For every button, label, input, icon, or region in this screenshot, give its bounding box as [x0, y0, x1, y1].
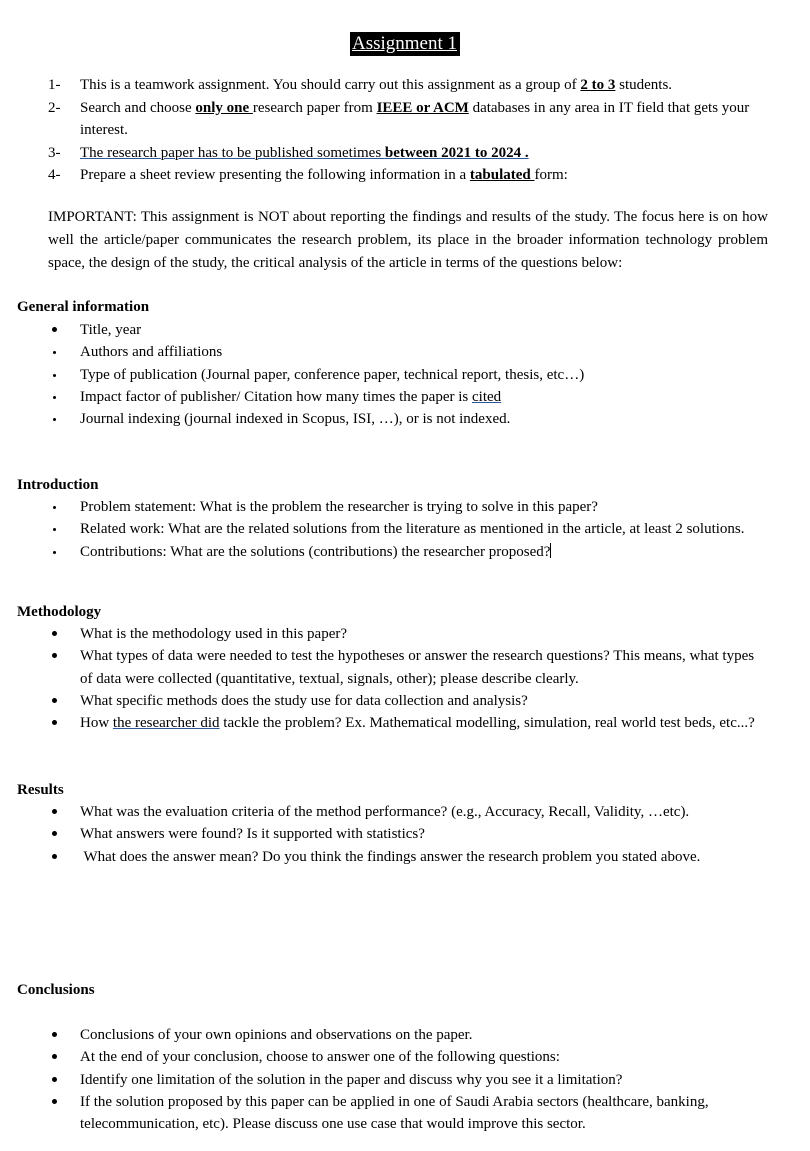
- item-text: This is a teamwork assignment. You should carry out this assignment as a group of: [80, 77, 581, 93]
- databases-emphasis: IEEE or ACM: [376, 99, 469, 116]
- item-text: research paper from: [252, 99, 377, 116]
- list-item-text: Contributions: What are the solutions (contributions) the researcher proposed?: [80, 543, 551, 560]
- list-item: [48, 541, 768, 563]
- bullet-icon: [52, 854, 57, 859]
- list-item-text: What does the answer mean? Do you think the findings answer the research problem you stated above.: [80, 848, 701, 865]
- list-item: [48, 846, 768, 868]
- bullet-icon: [52, 720, 57, 725]
- item-number: 3-: [48, 144, 61, 161]
- item-number: 4-: [48, 167, 61, 183]
- bullet-icon: [52, 1054, 57, 1059]
- list-item-text: What is the methodology used in this paper?: [80, 626, 348, 642]
- list-item: [48, 712, 768, 734]
- results-list: [48, 801, 768, 868]
- list-item: [48, 496, 768, 518]
- bullet-icon: [53, 374, 56, 377]
- item-text: Prepare a sheet review presenting the following information in a: [80, 167, 470, 183]
- list-item: [48, 823, 768, 845]
- bullet-icon: [53, 506, 56, 509]
- conclusions-list: [48, 1024, 768, 1135]
- bullet-icon: [52, 1077, 57, 1082]
- list-item-text: tackle the problem? Ex. Mathematical modelling, simulation, real world test beds, etc...?: [223, 715, 755, 732]
- year-range: between 2021 to 2024 .: [384, 144, 529, 161]
- list-item: [48, 364, 768, 386]
- list-item-text: What was the evaluation criteria of the method performance? (e.g., Accuracy, Recall, Validity, …etc).: [80, 804, 690, 820]
- bullet-icon: [53, 528, 56, 531]
- numbered-item-3: [48, 142, 768, 165]
- list-item-text: If the solution proposed by this paper can be applied in one of Saudi Arabia sectors (healthcare, banking, telecommunication, etc). Please discuss one use case that would improve this sector.: [80, 1093, 709, 1133]
- item-text: form:: [534, 167, 568, 183]
- item-text: databases in any area in IT field that gets your interest.: [80, 99, 750, 138]
- list-item-text: Problem statement: What is the problem the researcher is trying to solve in this paper?: [80, 499, 598, 515]
- item-text: Search and choose: [80, 99, 196, 116]
- bullet-icon: [52, 653, 57, 658]
- list-item-text: What specific methods does the study use for data collection and analysis?: [80, 692, 528, 709]
- list-item: [48, 1024, 768, 1046]
- conclusions-heading: Conclusions: [17, 982, 95, 998]
- numbered-item-4: [48, 164, 768, 187]
- bullet-icon: [53, 351, 56, 354]
- list-item-text: Identify one limitation of the solution in the paper and discuss why you see it a limitation?: [80, 1071, 623, 1088]
- list-item: [48, 1069, 768, 1091]
- researcher-did-phrase: the researcher did: [112, 715, 220, 732]
- list-item-text: Authors and affiliations: [80, 344, 223, 361]
- item-number: 1-: [48, 77, 61, 93]
- bullet-icon: [52, 1032, 57, 1037]
- methodology-list: [48, 623, 768, 734]
- bullet-icon: [52, 1099, 57, 1104]
- item-text: students.: [615, 77, 673, 93]
- list-item: [48, 623, 768, 645]
- bullet-icon: [53, 396, 56, 399]
- list-item-text: How: [80, 715, 113, 732]
- introduction-heading: Introduction: [17, 477, 99, 493]
- item-text: The research paper has to be published sometimes: [80, 144, 385, 161]
- list-item: [48, 645, 768, 690]
- list-item-text: What answers were found? Is it supported with statistics?: [80, 826, 425, 843]
- list-item-text: At the end of your conclusion, choose to answer one of the following questions:: [80, 1049, 560, 1066]
- group-size: 2 to 3: [580, 77, 616, 93]
- bullet-icon: [52, 698, 57, 703]
- list-item: [48, 690, 768, 712]
- list-item-text: Impact factor of publisher/ Citation how many times the paper is: [80, 388, 472, 405]
- list-item-text: Conclusions of your own opinions and observations on the paper.: [80, 1027, 473, 1043]
- list-item-text: Title, year: [80, 322, 142, 338]
- list-item-text: Type of publication (Journal paper, conference paper, technical report, thesis, etc…): [80, 366, 585, 383]
- bullet-icon: [52, 831, 57, 836]
- tabulated-emphasis: tabulated: [469, 167, 535, 183]
- text-cursor: [550, 543, 551, 558]
- item-number: 2-: [48, 99, 61, 116]
- list-item: [48, 801, 768, 823]
- important-paragraph: IMPORTANT: This assignment is NOT about reporting the findings and results of the study. The focus here is on how well the article/paper communicates the research problem, its place in the broader information technology problem space, the design of the study, the critical analysis of the article in terms of the questions below:: [48, 209, 768, 271]
- list-item: [48, 386, 768, 408]
- list-item-text: Related work: What are the related solutions from the literature as mentioned in the article, at least 2 solutions.: [80, 521, 745, 538]
- list-item: [48, 1046, 768, 1068]
- numbered-list: [48, 74, 768, 187]
- introduction-list: [48, 496, 768, 563]
- list-item-text: Journal indexing (journal indexed in Scopus, ISI, …), or is not indexed.: [80, 411, 511, 428]
- bullet-icon: [53, 551, 56, 554]
- page-title: Assignment 1: [350, 32, 460, 56]
- list-item: [48, 408, 768, 430]
- general-information-list: [48, 319, 768, 430]
- methodology-heading: Methodology: [17, 604, 102, 620]
- list-item: [48, 1091, 768, 1136]
- results-heading: Results: [17, 782, 64, 798]
- list-item: [48, 341, 768, 363]
- list-item-text: What types of data were needed to test the hypotheses or answer the research questions? This means, what types of data were collected (quantitative, textual, signals, other); please describe clearly.: [80, 648, 755, 687]
- only-one-emphasis: only one: [195, 99, 253, 116]
- numbered-item-2: [48, 97, 768, 142]
- general-information-heading: General information: [17, 299, 150, 315]
- bullet-icon: [52, 631, 57, 636]
- numbered-item-1: [48, 74, 768, 97]
- title-block: [0, 32, 810, 56]
- list-item: [48, 319, 768, 341]
- bullet-icon: [52, 809, 57, 814]
- bullet-icon: [53, 418, 56, 421]
- list-item: [48, 518, 768, 540]
- cited-word: cited: [472, 388, 502, 405]
- bullet-icon: [52, 327, 57, 332]
